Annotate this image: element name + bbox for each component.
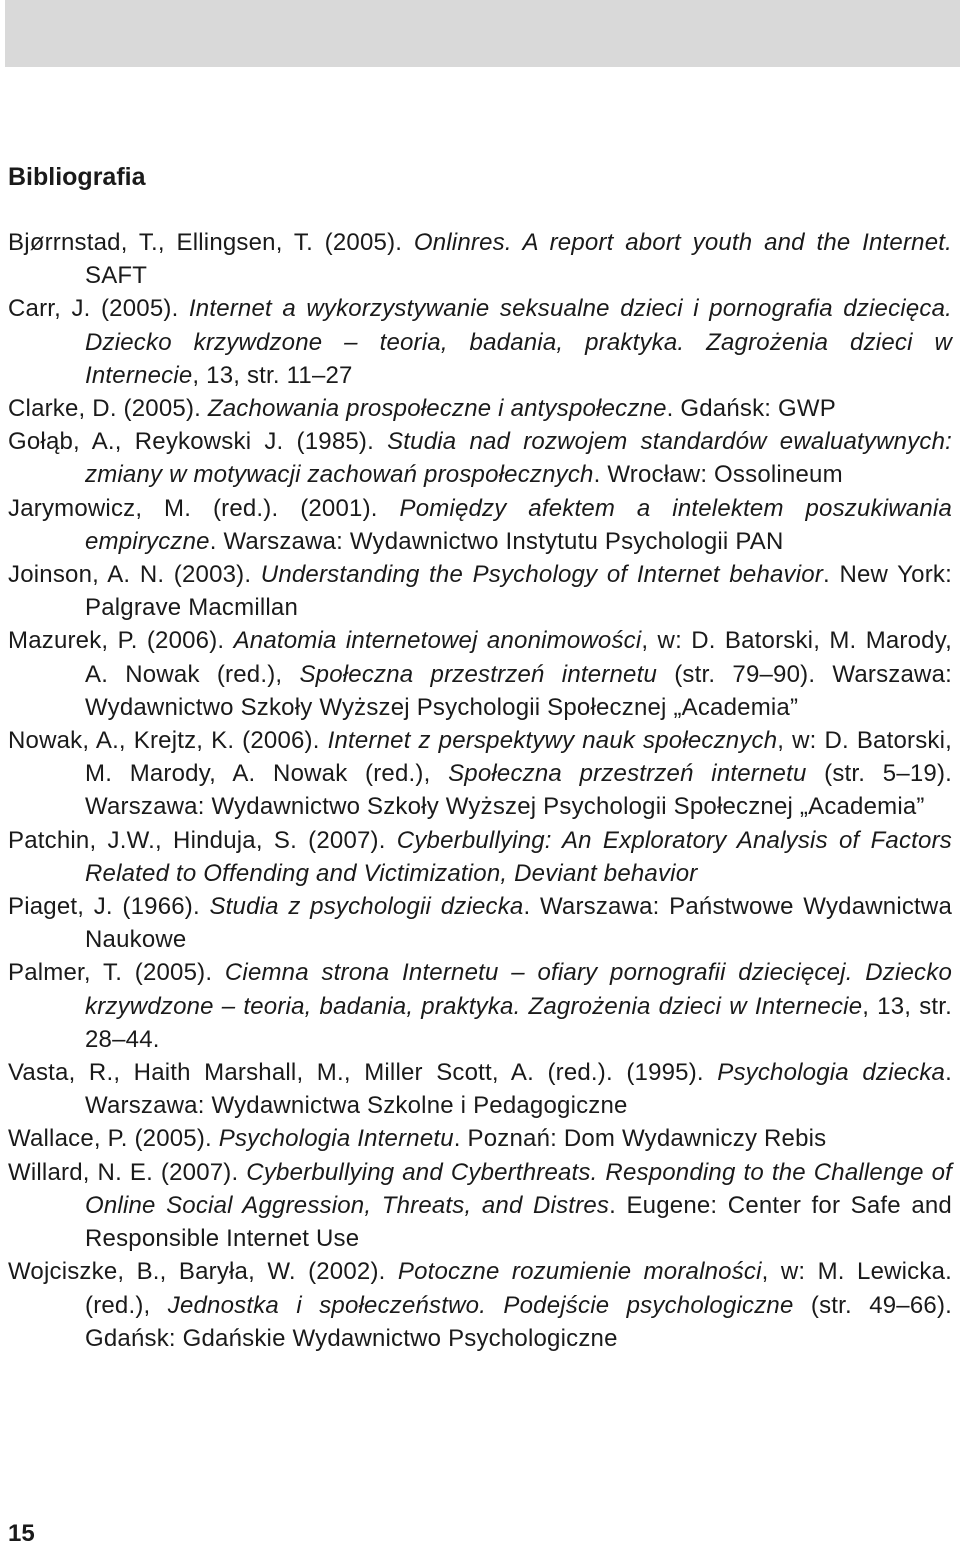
bibliography-entry: Mazurek, P. (2006). Anatomia internetowej anonimowości, w: D. Batorski, M. Marody, A. Nowak (red.), Społeczna przestrzeń internetu (str. 79–90). Warszawa: Wydawnictwo Szkoły Wyższej Psychologii Społecznej „Academia” <box>8 627 953 721</box>
bibliography-entry: Patchin, J.W., Hinduja, S. (2007). Cyberbullying: An Exploratory Analysis of Factors Related to Offending and Victimization, Deviant behavior <box>8 826 952 887</box>
bibliography-entry: Clarke, D. (2005). Zachowania prospołeczne i antyspołeczne. Gdańsk: GWP <box>8 395 836 423</box>
bibliography-entry: Willard, N. E. (2007). Cyberbullying and Cyberthreats. Responding to the Challenge of Online Social Aggression, Threats, and Distres. Eugene: Center for Safe and Responsible Internet Use <box>8 1158 952 1253</box>
bibliography-entry: Vasta, R., Haith Marshall, M., Miller Scott, A. (red.). (1995). Psychologia dziecka. Warszawa: Wydawnictwa Szkolne i Pedagogiczne <box>8 1059 952 1120</box>
bibliography-entry: Nowak, A., Krejtz, K. (2006). Internet z perspektywy nauk społecznych, w: D. Batorski, M. Marody, A. Nowak (red.), Społeczna przestrzeń internetu (str. 5–19). Warszawa: Wydawnictwo Szkoły Wyższej Psychologii Społecznej „Academia” <box>8 727 953 821</box>
page-title: Bibliografia <box>8 163 146 191</box>
bibliography-entry: Wojciszke, B., Baryła, W. (2002). Potoczne rozumienie moralności, w: M. Lewicka. (red.), Jednostka i społeczeństwo. Podejście psychologiczne (str. 49–66). Gdańsk: Gdańskie Wydawnictwo Psychologiczne <box>8 1258 953 1352</box>
bibliography-entry: Piaget, J. (1966). Studia z psychologii dziecka. Warszawa: Państwowe Wydawnictwa Naukowe <box>8 893 952 954</box>
bibliography-list <box>8 226 952 1355</box>
page-number: 15 <box>8 1520 35 1547</box>
bibliography-entry: Wallace, P. (2005). Psychologia Internetu. Poznań: Dom Wydawniczy Rebis <box>8 1125 827 1153</box>
header-bar <box>5 0 960 67</box>
bibliography-entry: Gołąb, A., Reykowski J. (1985). Studia nad rozwojem standardów ewaluatywnych: zmiany w motywacji zachowań prospołecznych. Wrocław: Ossolineum <box>8 428 953 489</box>
bibliography-entry: Carr, J. (2005). Internet a wykorzystywanie seksualne dzieci i pornografia dziecięca. Dziecko krzywdzone – teoria, badania, praktyka. Zagrożenia dzieci w Internecie, 13, str. 11–27 <box>8 295 952 389</box>
bibliography-entry: Joinson, A. N. (2003). Understanding the Psychology of Internet behavior. New York: Palgrave Macmillan <box>8 561 952 622</box>
bibliography-entry: Palmer, T. (2005). Ciemna strona Internetu – ofiary pornografii dziecięcej. Dziecko krzywdzone – teoria, badania, praktyka. Zagrożenia dzieci w Internecie, 13, str. 28–44. <box>8 959 952 1053</box>
bibliography-entry: Bjørrnstad, T., Ellingsen, T. (2005). Onlinres. A report abort youth and the Internet. SAFT <box>8 229 953 290</box>
bibliography-entry: Jarymowicz, M. (red.). (2001). Pomiędzy afektem a intelektem poszukiwania empiryczne. Warszawa: Wydawnictwo Instytutu Psychologii PAN <box>8 494 952 555</box>
